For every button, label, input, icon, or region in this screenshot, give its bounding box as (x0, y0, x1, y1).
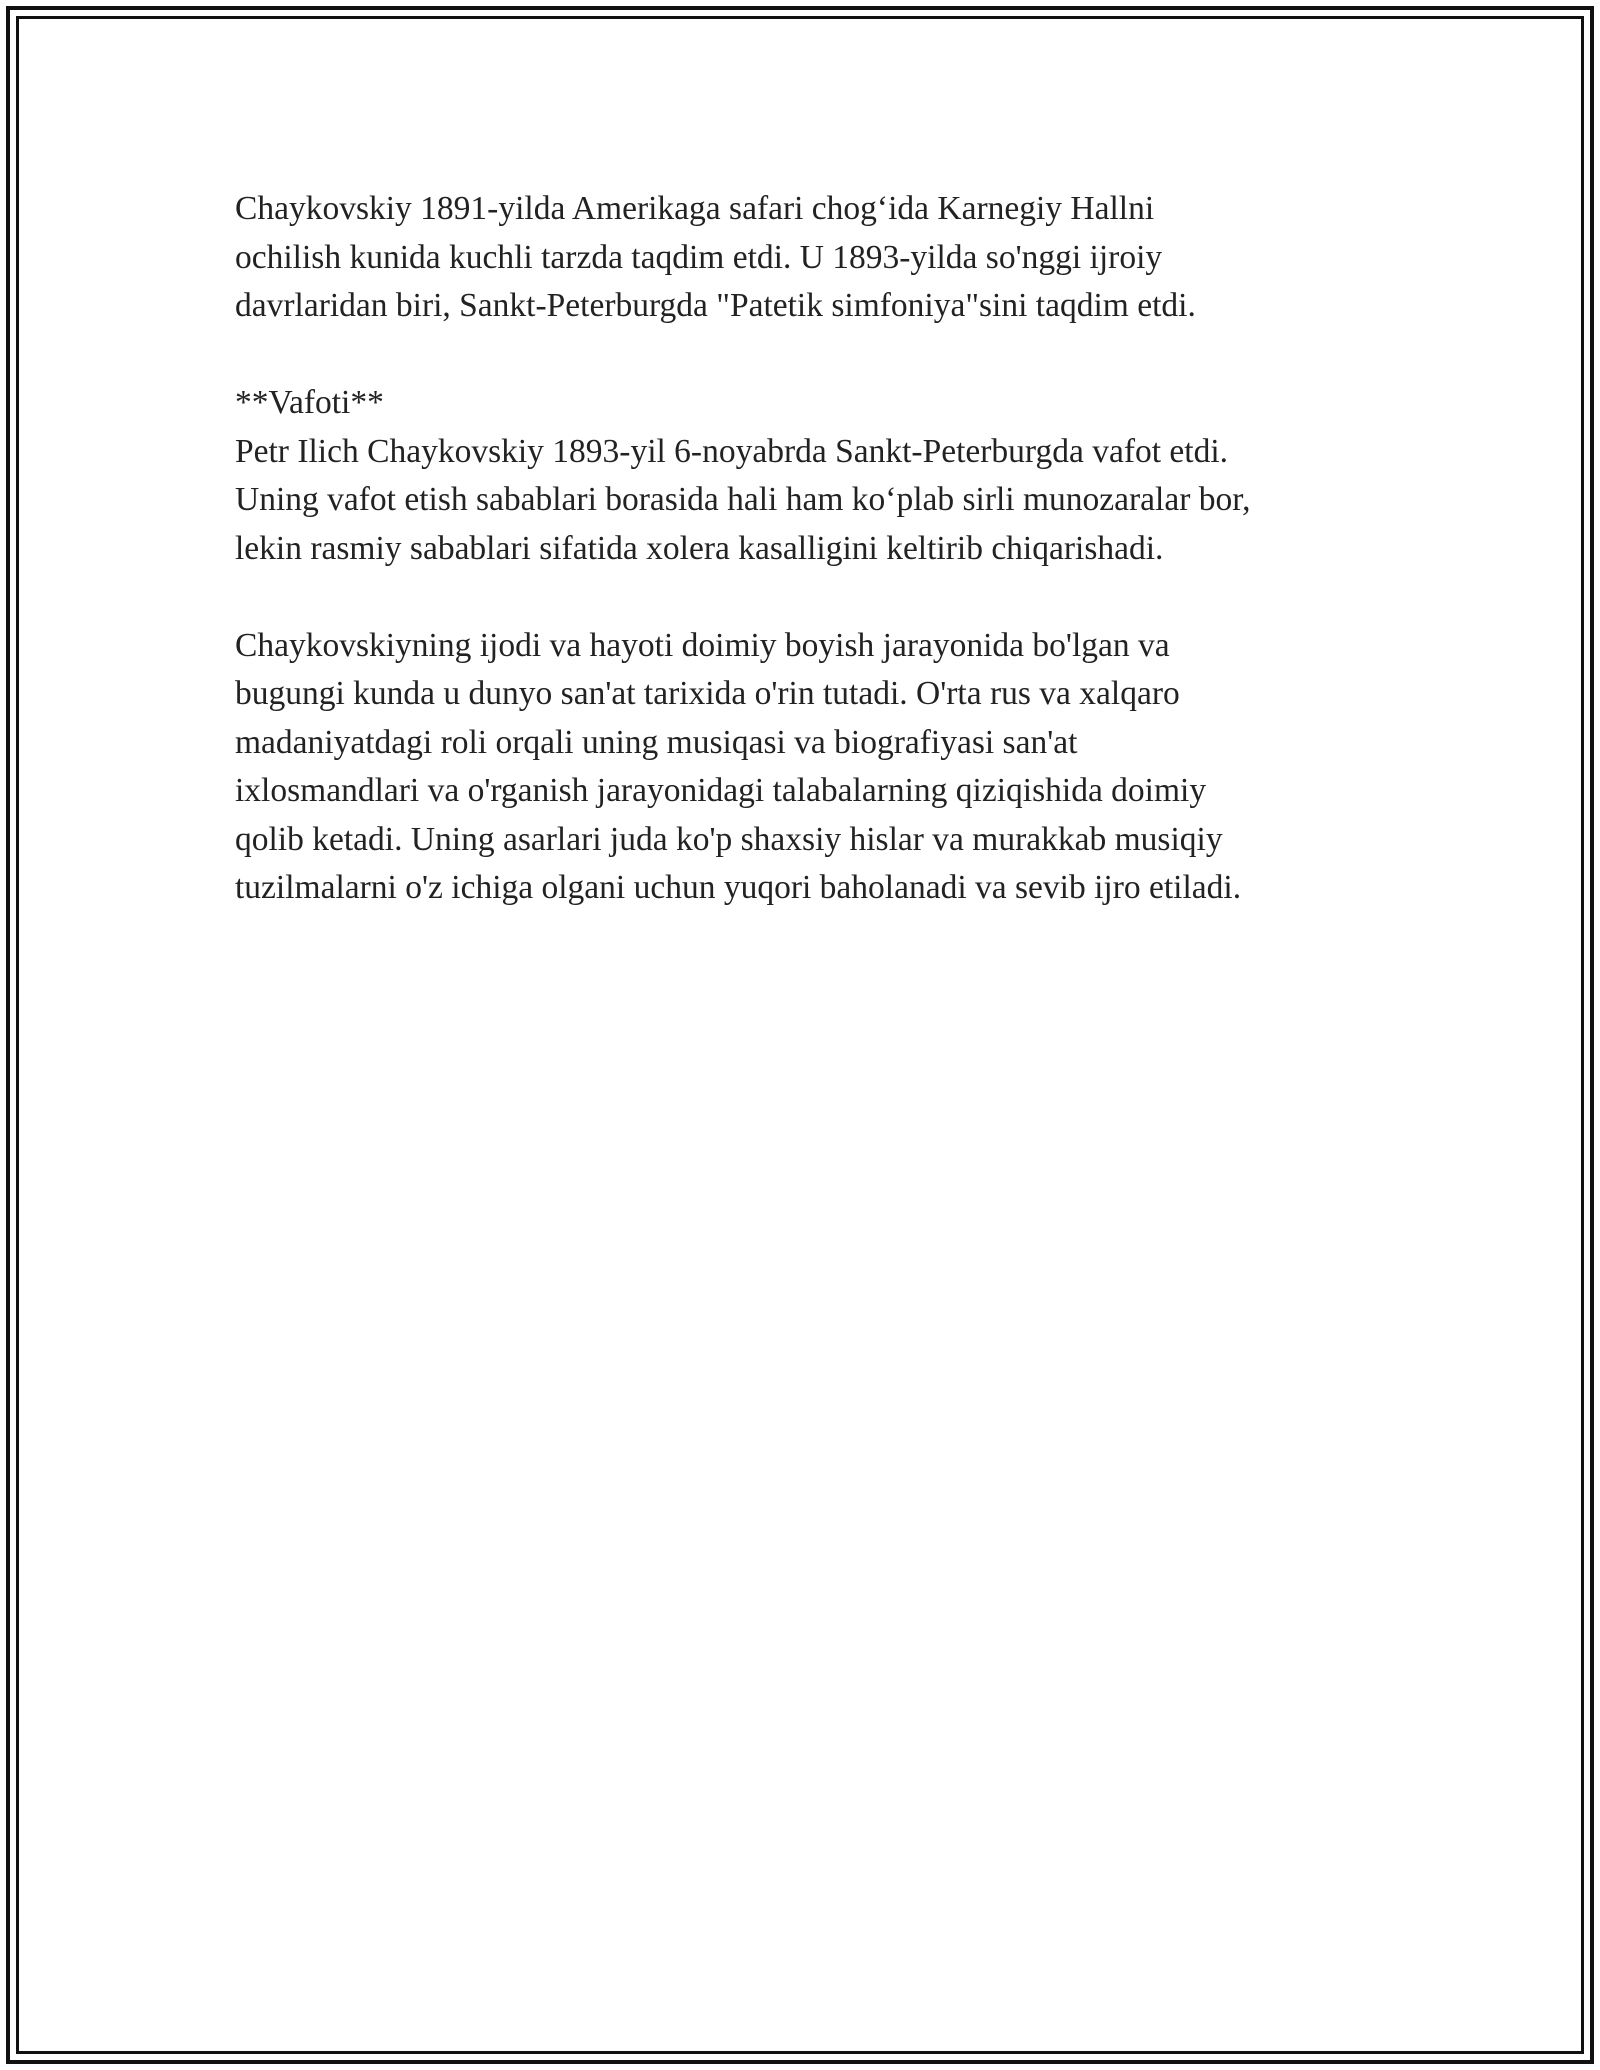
section-heading-vafoti: **Vafoti** (235, 384, 384, 421)
document-body (235, 185, 1375, 913)
paragraph-spacer (235, 331, 1375, 380)
paragraph-spacer (235, 573, 1375, 622)
paragraph-death: Petr Ilich Chaykovskiy 1893-yil 6-noyabrda Sankt-Peterburgda vafot etdi. Uning vafot etish sabablari borasida hali ham ko‘plab sirli munozaralar bor, lekin rasmiy sabablari sifatida xolera kasalligini keltirib chiqarishadi. (235, 432, 1251, 567)
paragraph-legacy: Chaykovskiyning ijodi va hayoti doimiy boyish jarayonida bo'lgan va bugungi kunda u dunyo san'at tarixida o'rin tutadi. O'rta rus va xalqaro madaniyatdagi roli orqali uning musiqasi va biografiyasi san'at ixlosmandlari va o'rganish jarayonidagi talabalarning qiziqishida doimiy qolib ketadi. Uning asarlari juda ko'p shaxsiy hislar va murakkab musiqiy tuzilmalarni o'z ichiga olgani uchun yuqori baholanadi va sevib ijro etiladi. (235, 626, 1242, 906)
paragraph-carnegie-hall: Chaykovskiy 1891-yilda Amerikaga safari chog‘ida Karnegiy Hallni ochilish kunida kuchli tarzda taqdim etdi. U 1893-yilda so'nggi ijroiy davrlaridan biri, Sankt-Peterburgda "Patetik simfoniya"sini taqdim etdi. (235, 190, 1196, 324)
